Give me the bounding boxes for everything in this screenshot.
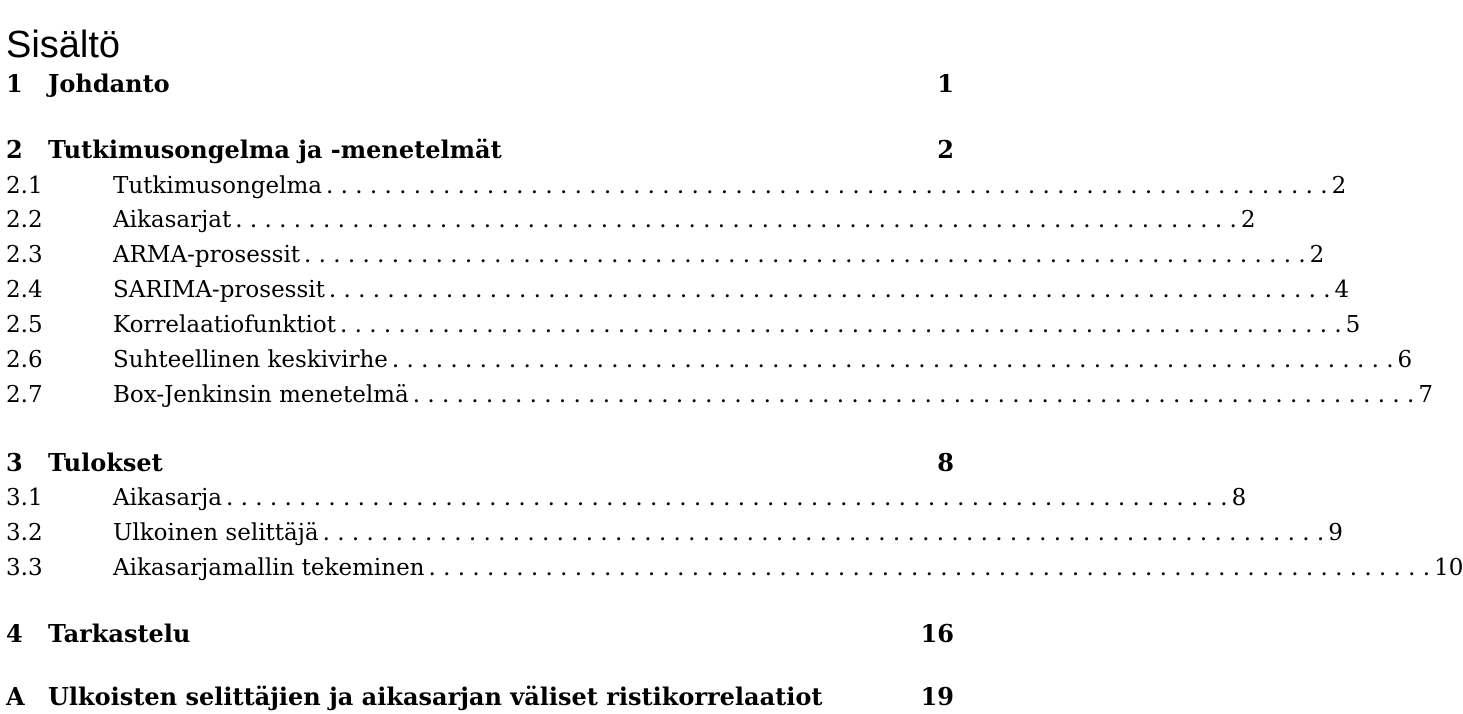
chapter-number: 2: [6, 135, 23, 164]
section-number: 3.3: [6, 555, 43, 581]
section-title: Aikasarjamallin tekeminen: [113, 555, 425, 581]
toc-section-row[interactable]: [6, 273, 1350, 307]
page-number: 19: [920, 682, 954, 711]
section-number: 2.7: [6, 382, 43, 408]
dot-leader: . . . . . . . . . . . . . . . . . . . . . . . . . . . . . . . . . . . . . . . . . . . . . . . . . . . . . . . . . . . . . . . . . . . . .: [322, 520, 1325, 546]
chapter-number: 4: [6, 619, 23, 648]
chapter-title: Tutkimusongelma ja -menetelmät: [48, 135, 502, 164]
page-number: 8: [937, 448, 954, 477]
toc-section-row[interactable]: [6, 551, 1463, 585]
toc-section-row[interactable]: [6, 343, 1413, 377]
toc-chapter-row[interactable]: [6, 67, 954, 101]
section-title: Tutkimusongelma: [113, 173, 322, 199]
toc-section-row[interactable]: [6, 378, 1433, 412]
section-number: 2.6: [6, 347, 43, 373]
page-number: 1: [937, 69, 954, 98]
section-title: Ulkoinen selittäjä: [113, 520, 319, 546]
chapter-title: Johdanto: [48, 69, 170, 98]
section-title: Aikasarjat: [113, 207, 232, 233]
dot-leader: . . . . . . . . . . . . . . . . . . . . . . . . . . . . . . . . . . . . . . . . . . . . . . . . . . . . . . . . . . . . . . . . . . . . .: [304, 242, 1306, 268]
page-number: 6: [1397, 347, 1413, 373]
dot-leader: . . . . . . . . . . . . . . . . . . . . . . . . . . . . . . . . . . . . . . . . . . . . . . . . . . . . . . . . . . . . . . . . . . . . .: [412, 382, 1415, 408]
section-number: 2.5: [6, 312, 43, 338]
dot-leader: . . . . . . . . . . . . . . . . . . . . . . . . . . . . . . . . . . . . . . . . . . . . . . . . . . . . . . . . . . . . . . . . . . . . .: [391, 347, 1394, 373]
toc-section-row[interactable]: [6, 308, 1361, 342]
section-title: Box-Jenkinsin menetelmä: [113, 382, 409, 408]
page-number: 2: [1331, 173, 1347, 199]
section-title: Suhteellinen keskivirhe: [113, 347, 388, 373]
toc-section-row[interactable]: [6, 203, 1256, 237]
toc-section-row[interactable]: [6, 169, 1347, 203]
chapter-number: 1: [6, 69, 23, 98]
toc-chapter-row[interactable]: [6, 617, 954, 651]
page-number: 5: [1345, 312, 1361, 338]
toc-chapter-row[interactable]: [6, 133, 954, 167]
chapter-title: Tulokset: [48, 448, 163, 477]
page-number: 2: [1240, 207, 1256, 233]
toc-section-row[interactable]: [6, 481, 1247, 515]
toc-appendix-row[interactable]: [6, 680, 954, 714]
dot-leader: . . . . . . . . . . . . . . . . . . . . . . . . . . . . . . . . . . . . . . . . . . . . . . . . . . . . . . . . . . . . . . . . . . . . .: [225, 485, 1228, 511]
appendix-title: Ulkoisten selittäjien ja aikasarjan väliset ristikorrelaatiot: [48, 682, 823, 711]
page-number: 10: [1434, 555, 1463, 581]
section-number: 2.3: [6, 242, 43, 268]
toc-section-row[interactable]: [6, 516, 1343, 550]
page-number: 2: [937, 135, 954, 164]
section-title: SARIMA-prosessit: [113, 277, 325, 303]
section-number: 3.1: [6, 485, 43, 511]
dot-leader: . . . . . . . . . . . . . . . . . . . . . . . . . . . . . . . . . . . . . . . . . . . . . . . . . . . . . . . . . . . . . . . . . . . . .: [340, 312, 1342, 338]
dot-leader: . . . . . . . . . . . . . . . . . . . . . . . . . . . . . . . . . . . . . . . . . . . . . . . . . . . . . . . . . . . . . . . . . . . . .: [328, 277, 1331, 303]
page-number: 8: [1231, 485, 1247, 511]
section-title: Aikasarja: [113, 485, 222, 511]
dot-leader: . . . . . . . . . . . . . . . . . . . . . . . . . . . . . . . . . . . . . . . . . . . . . . . . . . . . . . . . . . . . . . . . . . . . .: [326, 173, 1328, 199]
section-number: 2.1: [6, 173, 43, 199]
toc-section-row[interactable]: [6, 238, 1325, 272]
page-number: 16: [920, 619, 954, 648]
page-title: Sisältö: [6, 24, 121, 67]
toc-chapter-row[interactable]: [6, 446, 954, 480]
section-title: Korrelaatiofunktiot: [113, 312, 337, 338]
section-number: 3.2: [6, 520, 43, 546]
appendix-letter: A: [6, 682, 25, 711]
section-number: 2.4: [6, 277, 43, 303]
chapter-title: Tarkastelu: [48, 619, 191, 648]
page-number: 9: [1328, 520, 1343, 546]
page-number: 2: [1309, 242, 1325, 268]
section-title: ARMA-prosessit: [113, 242, 301, 268]
page-number: 4: [1334, 277, 1350, 303]
section-number: 2.2: [6, 207, 43, 233]
dot-leader: . . . . . . . . . . . . . . . . . . . . . . . . . . . . . . . . . . . . . . . . . . . . . . . . . . . . . . . . . . . . . . . . . . . . .: [235, 207, 1237, 233]
dot-leader: . . . . . . . . . . . . . . . . . . . . . . . . . . . . . . . . . . . . . . . . . . . . . . . . . . . . . . . . . . . . . . . . . . . . .: [428, 555, 1431, 581]
chapter-number: 3: [6, 448, 23, 477]
page-number: 7: [1418, 382, 1433, 408]
